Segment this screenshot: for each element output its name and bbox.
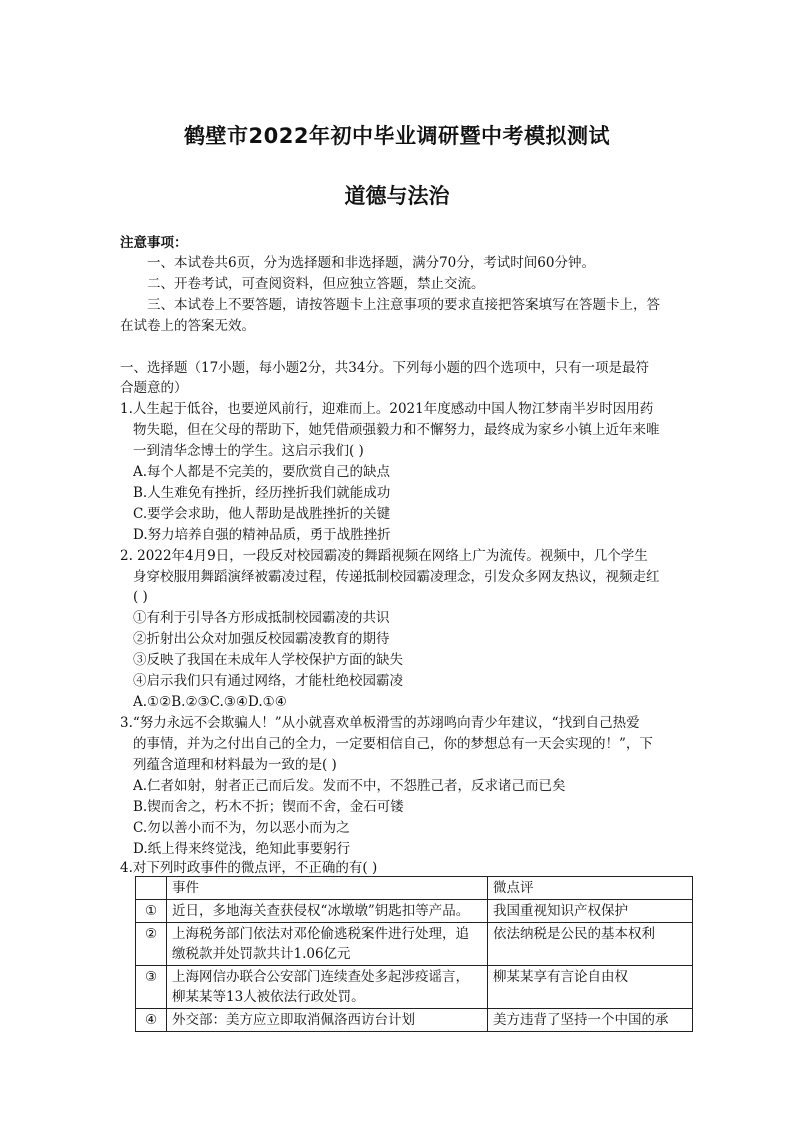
table-row xyxy=(136,923,693,966)
question-stem: 的事情，并为之付出自己的全力，一定要相信自己，你的梦想总有一天会实现的！”，下 xyxy=(133,736,653,752)
option-b: B.人生难免有挫折，经历挫折我们就能成功 xyxy=(133,485,391,501)
question-stem: 1.人生起于低谷，也要逆风前行，迎难而上。2021年度感动中国人物江梦南半岁时因用药 xyxy=(120,401,654,417)
events-table xyxy=(135,876,693,1032)
option-a: A.仁者如射，射者正己而后发。发而不中，不怨胜己者，反求诸己而已矣 xyxy=(133,778,566,794)
option-d: D.努力培养自强的精神品质，勇于战胜挫折 xyxy=(133,527,391,543)
section-heading: 合题意的） xyxy=(120,380,188,396)
notice-line: 一、本试卷共6页，分为选择题和非选择题，满分70分，考试时间60分钟。 xyxy=(147,255,595,271)
event-cell xyxy=(167,900,488,923)
event-cell xyxy=(167,1009,488,1032)
table-header-cell xyxy=(136,877,167,900)
option-a: A.每个人都是不完美的，要欣赏自己的缺点 xyxy=(133,464,391,480)
cell-line: 上海网信办联合公安部门连续查处多起涉疫谣言， xyxy=(172,969,469,985)
statement: ③反映了我国在未成年人学校保护方面的缺失 xyxy=(133,652,403,668)
statement: ④启示我们只有通过网络，才能杜绝校园霸凌 xyxy=(133,673,403,689)
cell-line: 依法纳税是公民的基本权利 xyxy=(493,926,655,942)
statement: ①有利于引导各方形成抵制校园霸凌的共识 xyxy=(133,610,390,626)
row-number: ② xyxy=(136,923,167,966)
table-header-cell: 事件 xyxy=(167,877,488,900)
exam-title: 鹤壁市2022年初中毕业调研暨中考模拟测试 xyxy=(184,124,610,148)
question-stem: ( ) xyxy=(133,589,148,605)
section-heading: 一、选择题（17小题，每小题2分，共34分。下列每小题的四个选项中，只有一项是最符 xyxy=(120,360,649,376)
row-number: ④ xyxy=(136,1009,167,1032)
question-stem: 3.“努力永远不会欺骗人！”从小就喜欢单板滑雪的苏翊鸣向青少年建议，“找到自己热爱 xyxy=(120,715,640,731)
notice-heading: 注意事项： xyxy=(120,235,188,251)
comment-cell xyxy=(488,900,693,923)
cell-line: 柳某某等13人被依法行政处罚。 xyxy=(172,989,365,1005)
table-header-cell: 微点评 xyxy=(488,877,693,900)
option-d: D.纸上得来终觉浅，绝知此事要躬行 xyxy=(133,841,351,857)
option-c: C.要学会求助，他人帮助是战胜挫折的关键 xyxy=(133,506,391,522)
event-cell xyxy=(167,923,488,966)
options-line: A.①②B.②③C.③④D.①④ xyxy=(133,694,287,710)
event-cell xyxy=(167,966,488,1009)
exam-subject: 道德与法治 xyxy=(344,184,450,208)
cell-line: 缴税款并处罚款共计1.06亿元 xyxy=(172,946,351,962)
cell-line: 外交部：美方应立即取消佩洛西访台计划 xyxy=(172,1012,415,1028)
statement: ②折射出公众对加强反校园霸凌教育的期待 xyxy=(133,631,390,647)
comment-cell xyxy=(488,923,693,966)
cell-line: 柳某某享有言论自由权 xyxy=(493,969,628,985)
option-c: C.勿以善小而不为，勿以恶小而为之 xyxy=(133,820,350,836)
question-stem: 物失聪，但在父母的帮助下，她凭借顽强毅力和不懈努力，最终成为家乡小镇上近年来唯 xyxy=(133,422,660,438)
table-row xyxy=(136,900,693,923)
question-stem: 一到清华念博士的学生。这启示我们( ) xyxy=(133,443,364,459)
notice-line: 二、开卷考试，可查阅资料，但应独立答题，禁止交流。 xyxy=(147,276,485,292)
table-row xyxy=(136,966,693,1009)
question-stem: 4.对下列时政事件的微点评，不正确的有( ) xyxy=(120,860,378,876)
cell-line: 上海税务部门依法对邓伦偷逃税案件进行处理，追 xyxy=(172,926,469,942)
row-number: ③ xyxy=(136,966,167,1009)
question-stem: 身穿校服用舞蹈演绎被霸凌过程，传递抵制校园霸凌理念，引发众多网友热议，视频走红 xyxy=(133,569,660,585)
table-row xyxy=(136,1009,693,1032)
question-stem: 列蕴含道理和材料最为一致的是( ) xyxy=(133,757,337,773)
notice-line: 三、本试卷上不要答题，请按答题卡上注意事项的要求直接把答案填写在答题卡上，答 xyxy=(147,297,660,313)
option-b: B.锲而舍之，朽木不折；锲而不舍，金石可镂 xyxy=(133,799,404,815)
cell-line: 近日，多地海关查获侵权“冰墩墩”钥匙扣等产品。 xyxy=(172,903,470,919)
question-stem: 2. 2022年4月9日，一段反对校园霸凌的舞蹈视频在网络上广为流传。视频中，几个学生 xyxy=(120,548,648,564)
comment-cell xyxy=(488,966,693,1009)
comment-cell xyxy=(488,1009,693,1032)
row-number: ① xyxy=(136,900,167,923)
notice-line: 在试卷上的答案无效。 xyxy=(120,318,255,334)
table-header-row xyxy=(136,877,693,900)
cell-line: 美方违背了坚持一个中国的承 xyxy=(493,1012,669,1028)
cell-line: 我国重视知识产权保护 xyxy=(493,903,628,919)
